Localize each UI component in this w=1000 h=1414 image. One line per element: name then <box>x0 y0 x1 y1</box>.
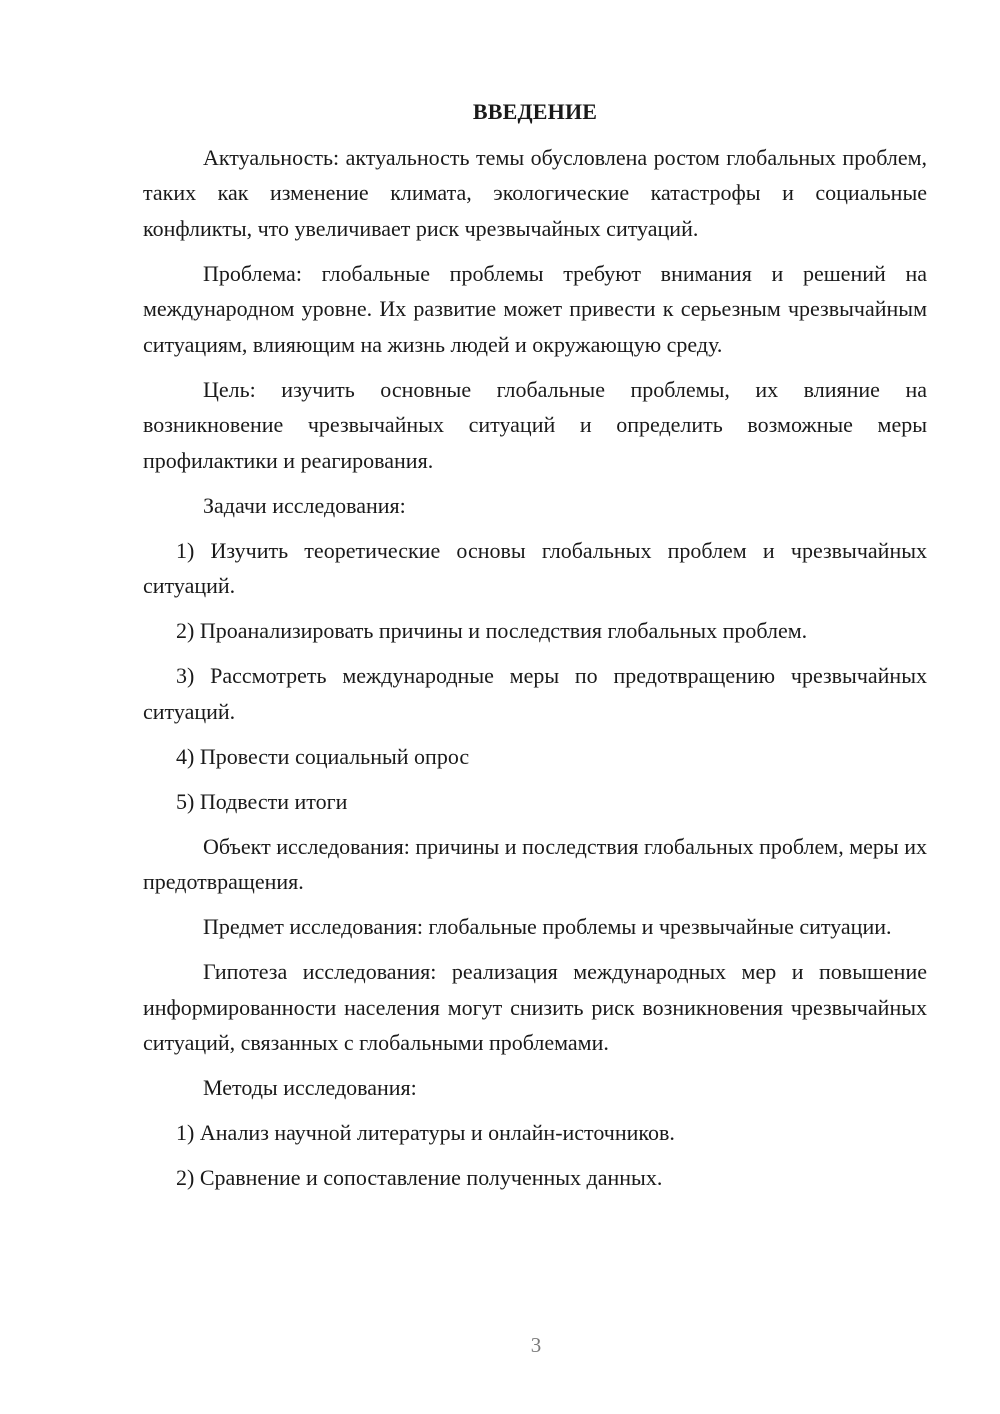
page-content <box>143 94 927 1205</box>
task-item-5: 5) Подвести итоги <box>176 788 348 814</box>
object-paragraph: Объект исследования: причины и последствия глобальных проблем, меры их предотвращения. <box>143 833 927 894</box>
task-item-1: 1) Изучить теоретические основы глобальных проблем и чрезвычайных ситуаций. <box>143 537 927 598</box>
goal-paragraph: Цель: изучить основные глобальные проблемы, их влияние на возникновение чрезвычайных ситуаций и определить возможные меры профилактики и реагирования. <box>143 376 927 473</box>
page-number: 3 <box>530 1333 542 1357</box>
section-title: ВВЕДЕНИЕ <box>472 99 598 124</box>
task-item-3: 3) Рассмотреть международные меры по предотвращению чрезвычайных ситуаций. <box>143 663 927 724</box>
subject-paragraph: Предмет исследования: глобальные проблемы и чрезвычайные ситуации. <box>203 914 892 939</box>
relevance-paragraph: Актуальность: актуальность темы обусловлена ростом глобальных проблем, таких как изменение климата, экологические катастрофы и социальные конфликты, что увеличивает риск чрезвычайных ситуаций. <box>143 144 927 241</box>
task-item-4: 4) Провести социальный опрос <box>176 743 470 769</box>
tasks-heading: Задачи исследования: <box>203 492 406 518</box>
method-item-2: 2) Сравнение и сопоставление полученных данных. <box>176 1165 663 1190</box>
task-item-2: 2) Проанализировать причины и последствия глобальных проблем. <box>176 618 808 643</box>
method-item-1: 1) Анализ научной литературы и онлайн-источников. <box>176 1120 675 1145</box>
methods-heading: Методы исследования: <box>203 1075 417 1100</box>
problem-paragraph: Проблема: глобальные проблемы требуют внимания и решений на международном уровне. Их развитие может привести к серьезным чрезвычайным ситуациям, влияющим на жизнь людей и окружающую среду. <box>143 260 927 357</box>
hypothesis-paragraph: Гипотеза исследования: реализация международных мер и повышение информированности населения могут снизить риск возникновения чрезвычайных ситуаций, связанных с глобальными проблемами. <box>143 959 927 1055</box>
